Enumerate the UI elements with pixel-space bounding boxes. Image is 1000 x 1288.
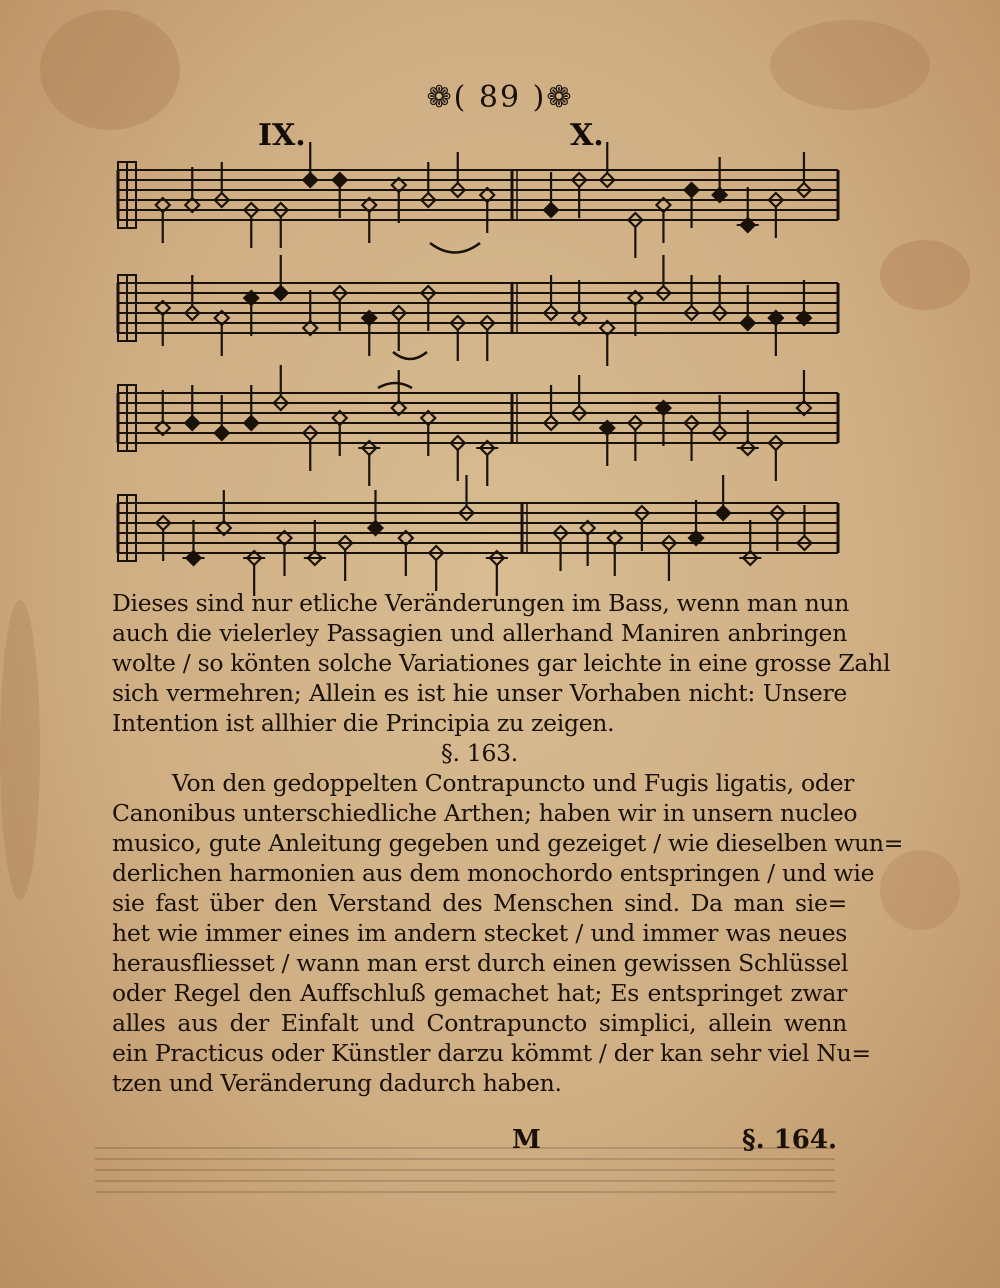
text-line: Canonibus unterschiedliche Arthen; haben wir in unsern nucleo bbox=[112, 799, 858, 827]
page-footer bbox=[112, 1125, 837, 1165]
slur bbox=[378, 383, 412, 388]
text-line: Intention ist allhier die Principia zu zeigen. bbox=[112, 709, 615, 737]
signature-mark: M bbox=[512, 1125, 541, 1155]
text-line: sie fast über den Verstand des Menschen sind. Da man sie= bbox=[112, 889, 847, 917]
text-line: sich vermehren; Allein es ist hie unser Vorhaben nicht: Unsere bbox=[112, 679, 847, 707]
text-line: alles aus der Einfalt und Contrapuncto simplici, allein wenn bbox=[112, 1009, 847, 1037]
note-head bbox=[741, 316, 755, 330]
note-head bbox=[303, 173, 317, 187]
catchword: §. 164. bbox=[741, 1125, 837, 1155]
note-head bbox=[215, 426, 229, 440]
paper-stain bbox=[0, 600, 40, 900]
note-head bbox=[333, 173, 347, 187]
slur bbox=[430, 243, 480, 253]
text-line: herausfliesset / wann man erst durch einen gewissen Schlüssel bbox=[112, 949, 849, 977]
text-line: het wie immer eines im andern stecket / und immer was neues bbox=[112, 919, 847, 947]
note-head bbox=[716, 506, 730, 520]
note-head bbox=[244, 416, 258, 430]
text-line: musico, gute Anleitung gegeben und gezeiget / wie dieselben wun= bbox=[112, 829, 904, 857]
text-line: auch die vielerley Passagien und allerhand Maniren anbringen bbox=[112, 619, 847, 647]
text-line: Dieses sind nur etliche Veränderungen im Bass, wenn man nun bbox=[112, 589, 850, 617]
slur bbox=[393, 352, 427, 359]
note-head bbox=[685, 183, 699, 197]
example-label-ix: IX. bbox=[258, 118, 306, 153]
text-line: Von den gedoppelten Contrapuncto und Fugis ligatis, oder bbox=[172, 769, 855, 797]
note-head bbox=[544, 203, 558, 217]
note-head bbox=[274, 286, 288, 300]
page-number: ❁( 89 )❁ bbox=[426, 80, 574, 115]
music-notation bbox=[0, 0, 1000, 600]
note-head bbox=[185, 416, 199, 430]
example-label-x: X. bbox=[570, 118, 604, 153]
text-line: ein Practicus oder Künstler darzu kömmt / der kan sehr viel Nu= bbox=[112, 1039, 871, 1067]
text-line: wolte / so könten solche Variationes gar leichte in eine grosse Zahl bbox=[112, 649, 891, 677]
paper-stain bbox=[880, 850, 960, 930]
section-heading: §. 163. bbox=[441, 739, 518, 767]
text-line: derlichen harmonien aus dem monochordo entspringen / und wie bbox=[112, 859, 875, 887]
body-text bbox=[112, 588, 904, 1098]
text-line: oder Regel den Auffschluß gemachet hat; Es entspringet zwar bbox=[112, 979, 847, 1007]
text-line: tzen und Veränderung dadurch haben. bbox=[112, 1069, 562, 1097]
